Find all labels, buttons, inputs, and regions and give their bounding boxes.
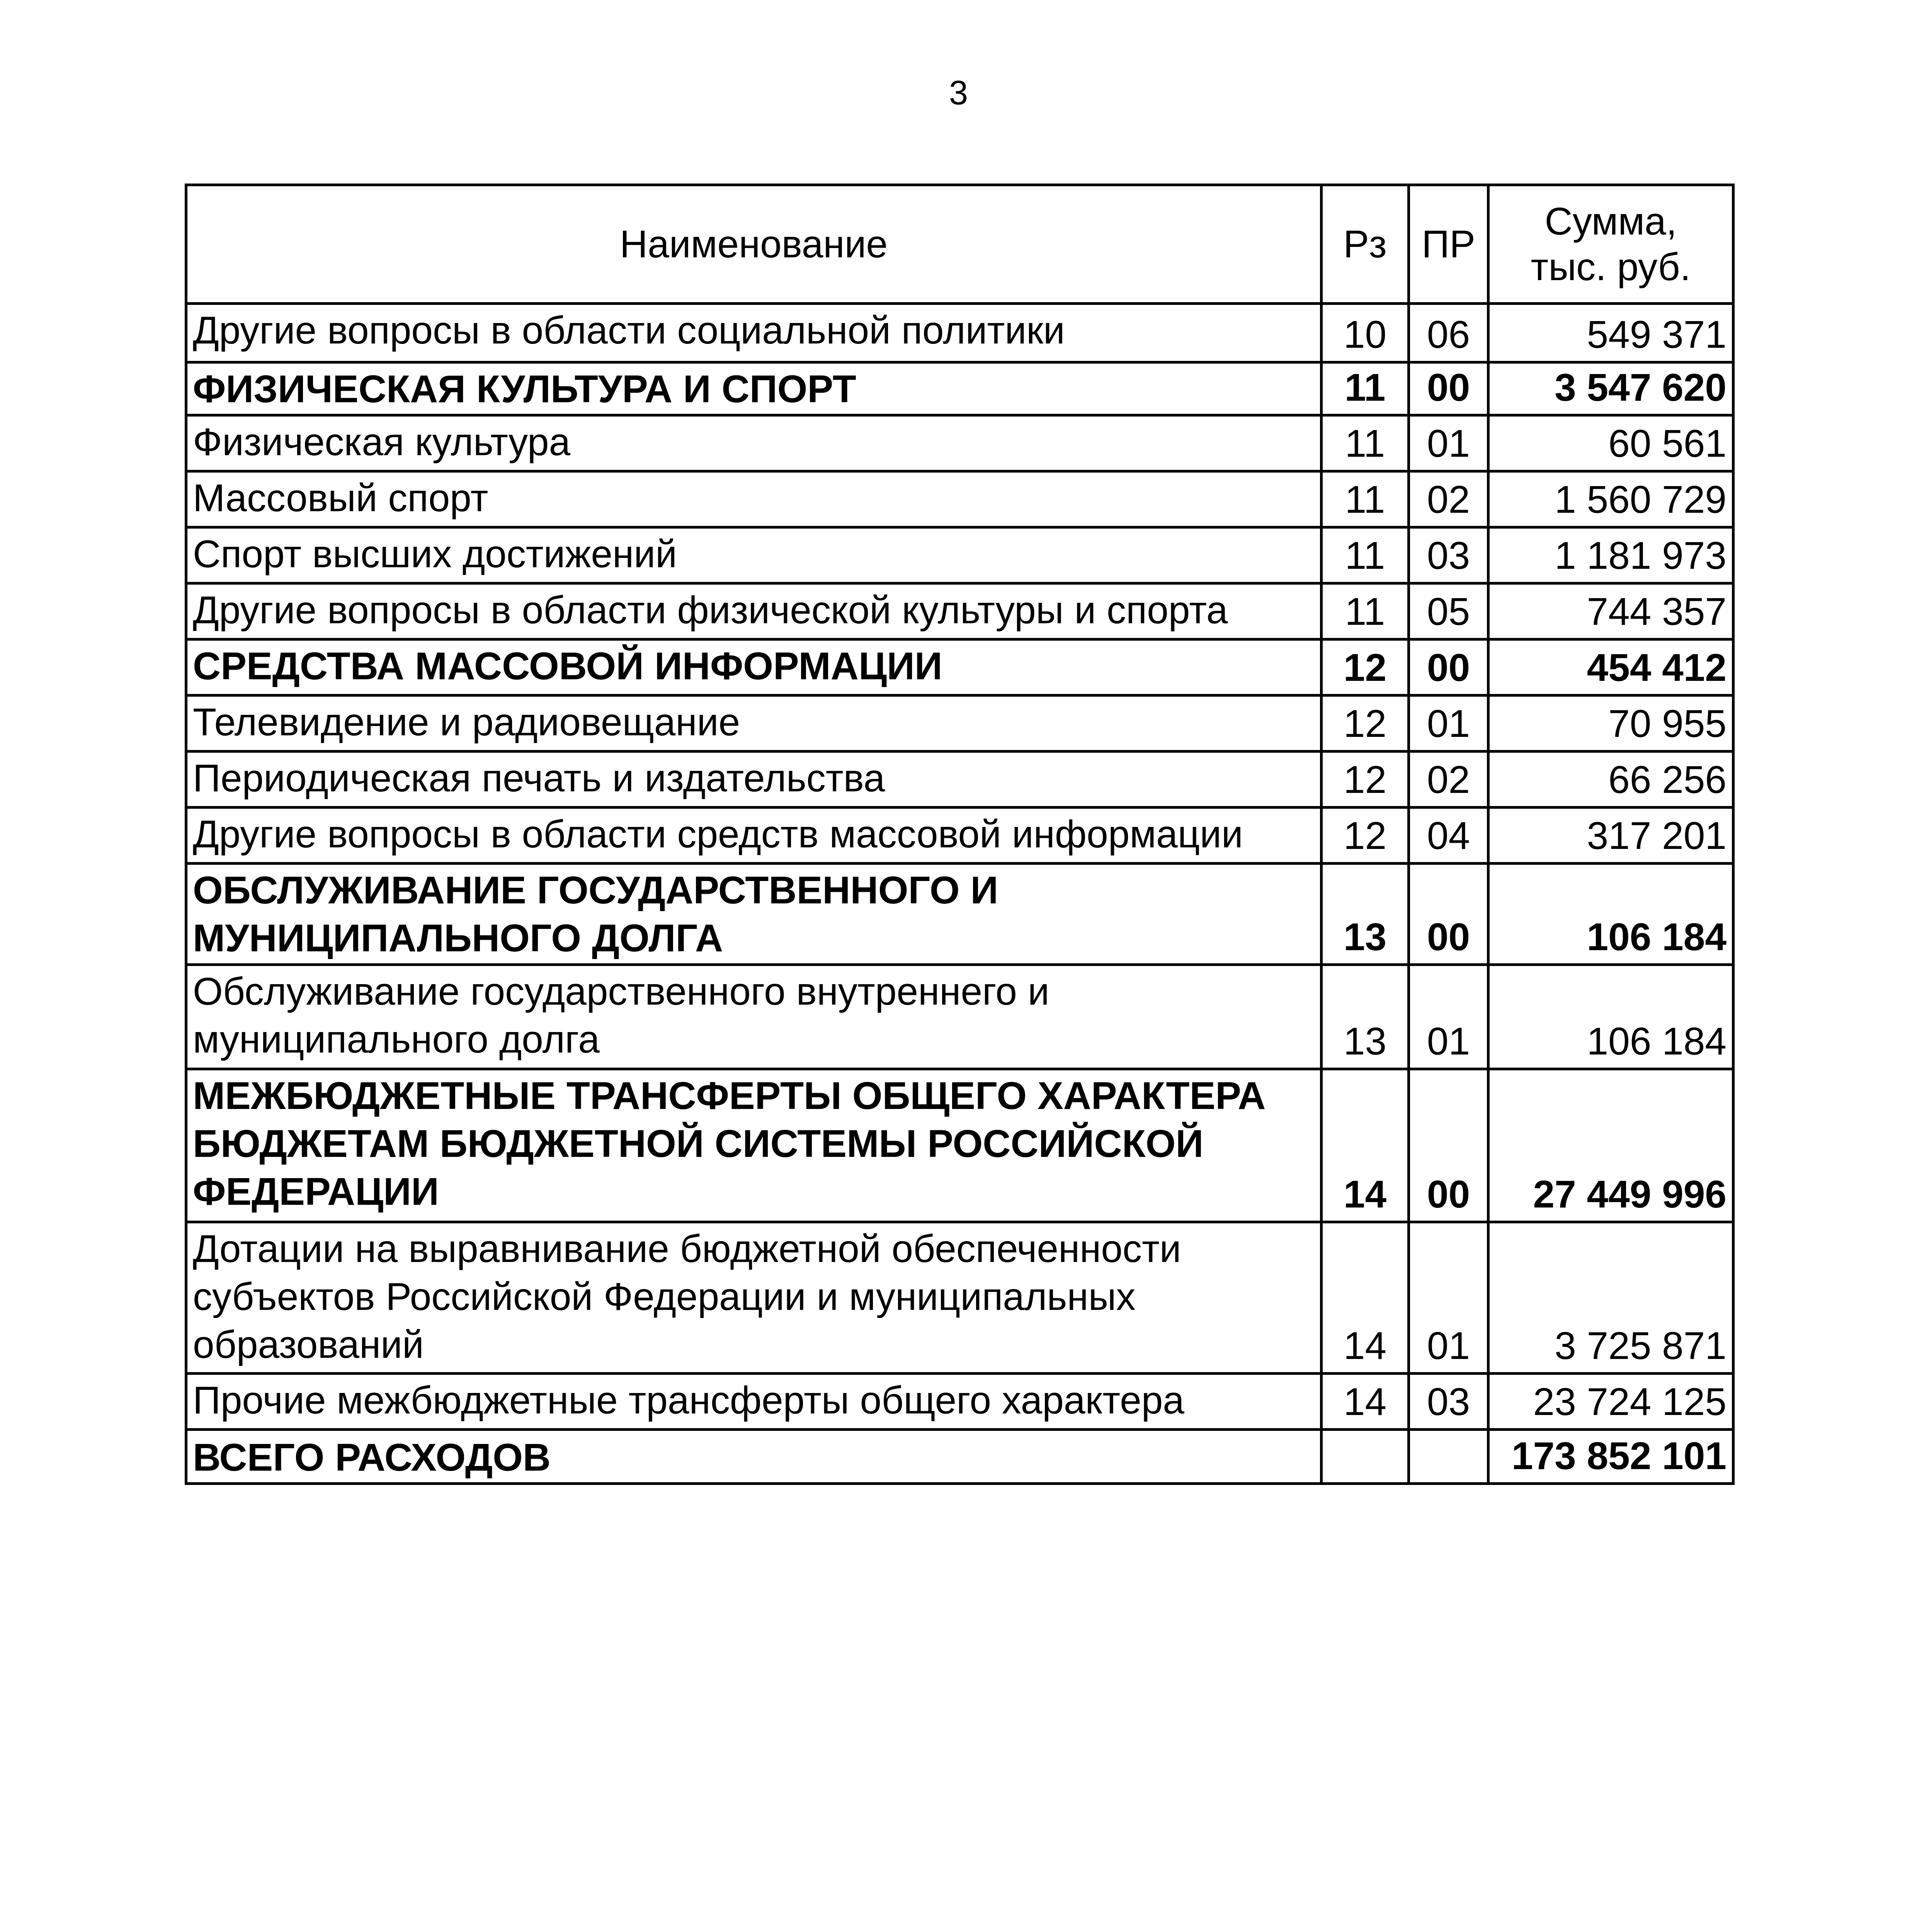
header-row bbox=[186, 185, 1733, 304]
row-name: Другие вопросы в области социальной политики bbox=[186, 304, 1322, 362]
row-pr: 04 bbox=[1409, 808, 1488, 864]
table-row bbox=[186, 1222, 1733, 1374]
row-rz: 14 bbox=[1322, 1069, 1409, 1222]
row-sum: 3 547 620 bbox=[1488, 362, 1733, 415]
row-rz: 14 bbox=[1322, 1222, 1409, 1374]
row-sum: 27 449 996 bbox=[1488, 1069, 1733, 1222]
row-rz: 13 bbox=[1322, 965, 1409, 1069]
total-pr bbox=[1409, 1430, 1488, 1484]
row-sum: 106 184 bbox=[1488, 965, 1733, 1069]
table-row bbox=[186, 1374, 1733, 1430]
row-sum: 70 955 bbox=[1488, 696, 1733, 752]
table-row bbox=[186, 527, 1733, 583]
row-name: Дотации на выравнивание бюджетной обеспеченности субъектов Российской Федерации и муниципальных образований bbox=[186, 1222, 1322, 1374]
table-row bbox=[186, 362, 1733, 415]
row-name: ОБСЛУЖИВАНИЕ ГОСУДАРСТВЕННОГО И МУНИЦИПАЛЬНОГО ДОЛГА bbox=[186, 864, 1322, 965]
table-row bbox=[186, 864, 1733, 965]
row-pr: 00 bbox=[1409, 864, 1488, 965]
row-name: СРЕДСТВА МАССОВОЙ ИНФОРМАЦИИ bbox=[186, 639, 1322, 696]
total-sum: 173 852 101 bbox=[1488, 1430, 1733, 1484]
row-pr: 03 bbox=[1409, 527, 1488, 583]
table-row bbox=[186, 752, 1733, 808]
table-row bbox=[186, 471, 1733, 527]
row-name: Другие вопросы в области физической культуры и спорта bbox=[186, 583, 1322, 639]
table-row bbox=[186, 639, 1733, 696]
row-pr: 05 bbox=[1409, 583, 1488, 639]
row-rz: 10 bbox=[1322, 304, 1409, 362]
row-rz: 14 bbox=[1322, 1374, 1409, 1430]
row-rz: 13 bbox=[1322, 864, 1409, 965]
row-rz: 12 bbox=[1322, 696, 1409, 752]
row-name: Другие вопросы в области средств массовой информации bbox=[186, 808, 1322, 864]
row-name: Телевидение и радиовещание bbox=[186, 696, 1322, 752]
row-rz: 11 bbox=[1322, 527, 1409, 583]
header-sum bbox=[1488, 185, 1733, 304]
row-name: Прочие межбюджетные трансферты общего характера bbox=[186, 1374, 1322, 1430]
header-sum-line2: тыс. руб. bbox=[1531, 245, 1691, 289]
row-name: ФИЗИЧЕСКАЯ КУЛЬТУРА И СПОРТ bbox=[186, 362, 1322, 415]
table-header bbox=[186, 185, 1733, 304]
row-name: Периодическая печать и издательства bbox=[186, 752, 1322, 808]
row-name: Массовый спорт bbox=[186, 471, 1322, 527]
row-sum: 66 256 bbox=[1488, 752, 1733, 808]
row-pr: 02 bbox=[1409, 471, 1488, 527]
row-name: МЕЖБЮДЖЕТНЫЕ ТРАНСФЕРТЫ ОБЩЕГО ХАРАКТЕРА БЮДЖЕТАМ БЮДЖЕТНОЙ СИСТЕМЫ РОССИЙСКОЙ ФЕДЕРАЦИИ bbox=[186, 1069, 1322, 1222]
row-sum: 1 181 973 bbox=[1488, 527, 1733, 583]
total-row bbox=[186, 1430, 1733, 1484]
row-pr: 01 bbox=[1409, 965, 1488, 1069]
row-pr: 01 bbox=[1409, 696, 1488, 752]
row-sum: 1 560 729 bbox=[1488, 471, 1733, 527]
table-row bbox=[186, 696, 1733, 752]
table-row bbox=[186, 808, 1733, 864]
row-rz: 12 bbox=[1322, 808, 1409, 864]
row-name: Физическая культура bbox=[186, 415, 1322, 471]
row-sum: 3 725 871 bbox=[1488, 1222, 1733, 1374]
table-row bbox=[186, 415, 1733, 471]
row-rz: 12 bbox=[1322, 639, 1409, 696]
header-name: Наименование bbox=[186, 185, 1322, 304]
row-name: Спорт высших достижений bbox=[186, 527, 1322, 583]
row-rz: 11 bbox=[1322, 583, 1409, 639]
header-pr: ПР bbox=[1409, 185, 1488, 304]
row-sum: 454 412 bbox=[1488, 639, 1733, 696]
row-sum: 23 724 125 bbox=[1488, 1374, 1733, 1430]
row-rz: 12 bbox=[1322, 752, 1409, 808]
table-row bbox=[186, 583, 1733, 639]
row-sum: 317 201 bbox=[1488, 808, 1733, 864]
row-pr: 06 bbox=[1409, 304, 1488, 362]
table-row bbox=[186, 1069, 1733, 1222]
row-sum: 744 357 bbox=[1488, 583, 1733, 639]
row-pr: 00 bbox=[1409, 362, 1488, 415]
total-rz bbox=[1322, 1430, 1409, 1484]
row-name: Обслуживание государственного внутреннего и муниципального долга bbox=[186, 965, 1322, 1069]
row-sum: 106 184 bbox=[1488, 864, 1733, 965]
table-body bbox=[186, 304, 1733, 1484]
row-pr: 03 bbox=[1409, 1374, 1488, 1430]
table-row bbox=[186, 304, 1733, 362]
total-label: ВСЕГО РАСХОДОВ bbox=[186, 1430, 1322, 1484]
row-pr: 01 bbox=[1409, 415, 1488, 471]
header-rz: Рз bbox=[1322, 185, 1409, 304]
row-rz: 11 bbox=[1322, 415, 1409, 471]
row-pr: 01 bbox=[1409, 1222, 1488, 1374]
row-pr: 02 bbox=[1409, 752, 1488, 808]
row-sum: 60 561 bbox=[1488, 415, 1733, 471]
page-number: 3 bbox=[949, 73, 968, 112]
row-pr: 00 bbox=[1409, 639, 1488, 696]
row-rz: 11 bbox=[1322, 362, 1409, 415]
row-pr: 00 bbox=[1409, 1069, 1488, 1222]
row-rz: 11 bbox=[1322, 471, 1409, 527]
row-sum: 549 371 bbox=[1488, 304, 1733, 362]
header-sum-line1: Сумма, bbox=[1544, 200, 1677, 243]
table-row bbox=[186, 965, 1733, 1069]
budget-table bbox=[185, 184, 1735, 1485]
